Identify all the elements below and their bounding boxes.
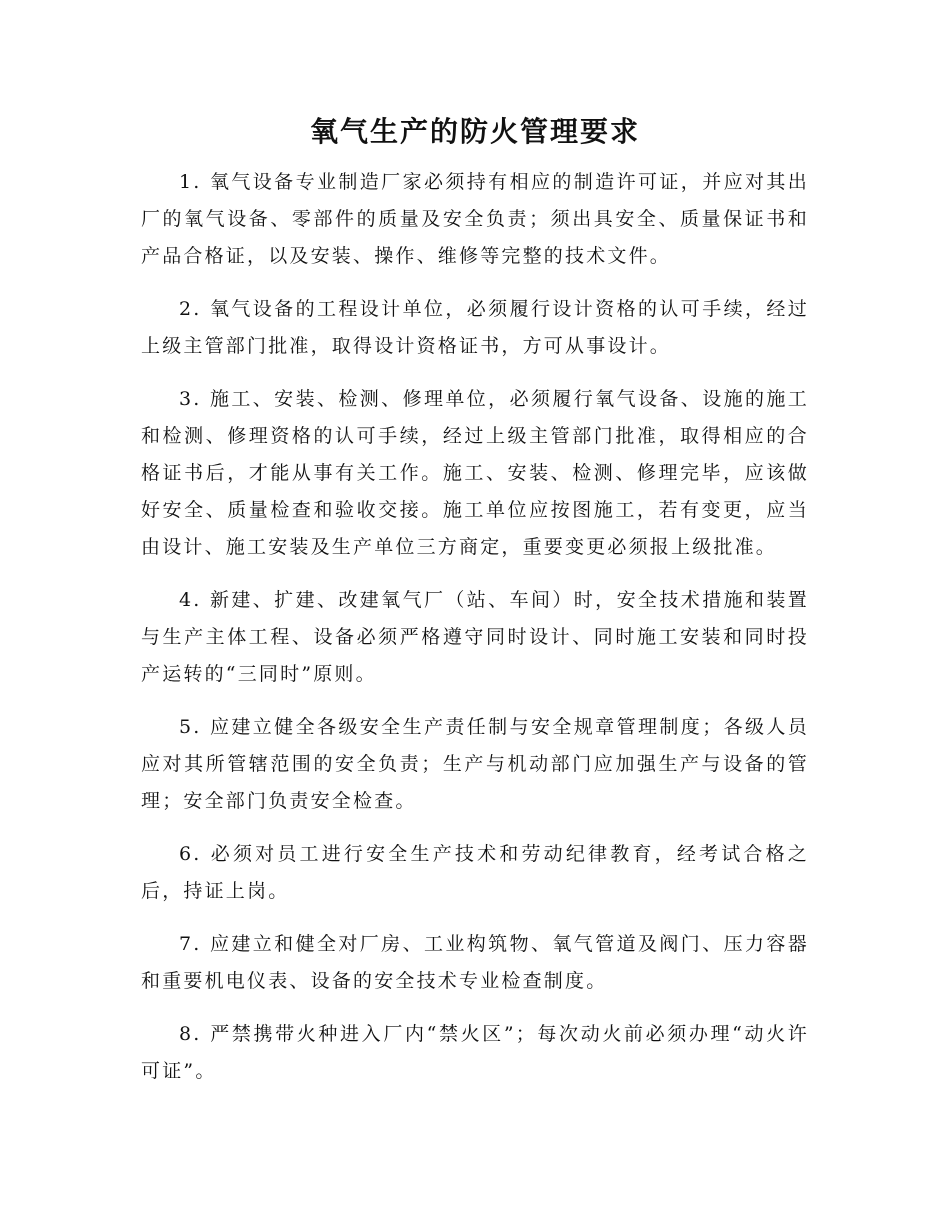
paragraph-4: 4. 新建、扩建、改建氧气厂（站、车间）时，安全技术措施和装置与生产主体工程、设备必须严格遵守同时设计、同时施工安装和同时投产运转的“三同时”原则。 bbox=[141, 589, 809, 685]
paragraph-5: 5. 应建立健全各级安全生产责任制与安全规章管理制度；各级人员应对其所管辖范围的安全负责；生产与机动部门应加强生产与设备的管理；安全部门负责安全检查。 bbox=[141, 716, 809, 812]
paragraph-1: 1. 氧气设备专业制造厂家必须持有相应的制造许可证，并应对其出厂的氧气设备、零部件的质量及安全负责；须出具安全、质量保证书和产品合格证，以及安装、操作、维修等完整的技术文件。 bbox=[141, 171, 809, 267]
document-title: 氧气生产的防火管理要求 bbox=[309, 115, 640, 148]
document-body bbox=[141, 164, 809, 1106]
paragraph-2: 2. 氧气设备的工程设计单位，必须履行设计资格的认可手续，经过上级主管部门批准，取得设计资格证书，方可从事设计。 bbox=[141, 298, 809, 357]
paragraph-8: 8. 严禁携带火种进入厂内“禁火区”；每次动火前必须办理“动火许可证”。 bbox=[141, 1023, 809, 1082]
paragraph-3: 3. 施工、安装、检测、修理单位，必须履行氧气设备、设施的施工和检测、修理资格的认可手续，经过上级主管部门批准，取得相应的合格证书后，才能从事有关工作。施工、安装、检测、修理完毕，应该做好安全、质量检查和验收交接。施工单位应按图施工，若有变更，应当由设计、施工安装及生产单位三方商定，重要变更必须报上级批准。 bbox=[141, 388, 809, 558]
paragraph-7: 7. 应建立和健全对厂房、工业构筑物、氧气管道及阀门、压力容器和重要机电仪表、设备的安全技术专业检查制度。 bbox=[141, 933, 809, 992]
paragraph-6: 6. 必须对员工进行安全生产技术和劳动纪律教育，经考试合格之后，持证上岗。 bbox=[141, 843, 809, 902]
